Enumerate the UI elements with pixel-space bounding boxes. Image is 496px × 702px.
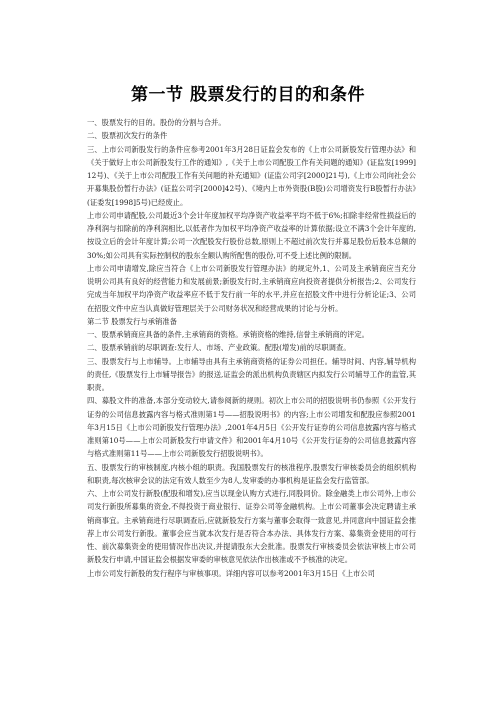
- paragraph: 上市公司申请增发,除应当符合《上市公司新股发行管理办法》的规定外,1、公司及主承销商应当充分说明公司具有良好的经营能力和发展前景;新股发行时,主承销商应向投资者提供分析报告;2、公司发行完成当年加权平均净资产收益率应不低于发行前一年的水平,并应在招股文件中进行分析论证;3、公司在招股文件中应当认真做好管理层关于公司财务状况和经营成果的讨论与分析。: [87, 263, 416, 313]
- paragraph: 一、股票发行的目的。股份的分割与合并。: [87, 118, 226, 127]
- paragraph: 四、募股文件的准备,本部分变动较大,请参阅新的规则。初次上市公司的招股说明书仍参照《公开发行证券的公司信息披露内容与格式准则第1号——招股说明书》的内容;上市公司增发和配股应参照2001年3月15日《上市公司新股发行管理办法》,2001年4月5日《公开发行证券的公司信息披露内容与格式准则第10号——上市公司新股发行申请文件》和2001年4月10号《公开发行证券的公司信息披露内容与格式准则第11号——上市公司新股发行招股说明书》。: [87, 396, 416, 459]
- paragraph: 上市公司发行新股的发行程序与审核事项。详细内容可以参考2001年3月15日《上市公司: [87, 568, 375, 578]
- paragraph: 五、股票发行的审核制度,内核小组的职责。我国股票发行的核准程序,股票发行审核委员会的组织机构和职责,每次核审会议的法定有效人数至少为8人,发审委的办事机构是证监会发行监管部。: [87, 462, 416, 485]
- page-title: 第一节 股票发行的目的和条件: [131, 85, 365, 105]
- paragraph: 上市公司申请配股,公司最近3个会计年度加权平均净资产收益率平均不低于6%;扣除非经常性损益后的净利润与扣除前的净利润相比,以低者作为加权平均净资产收益率的计算依据;设立不满3个会计年度的,按设立后的会计年度计算;公司一次配股发行股份总数,原则上不超过前次发行并募足股份后股本总额的30%;如公司具有实际控制权的股东全额认购所配售的股份,可不受上述比例的限制。: [87, 210, 416, 260]
- paragraph: 三、上市公司新股发行的条件应参考2001年3月28日证监会发布的《上市公司新股发行管理办法》和《关于做好上市公司新股发行工作的通知》,《关于上市公司配股工作有关问题的通知》(证监发[1999]12号)、《关于上市公司配股工作有关问题的补充通知》(证监公司字[2000]21号),《上市公司向社会公开募集股份暂行办法》(证监公司字[2000]42号)、《境内上市外资股(B股)公司增资发行B股暂行办法》(证委发[1998]5号)已经废止。: [87, 144, 416, 207]
- section-heading: 第二节 股票发行与承销准备: [87, 316, 177, 326]
- document-body: [87, 116, 416, 580]
- paragraph: 二、股票承销前的尽职调查:发行人、市场、产业政策。配股(增发)前的尽职调查。: [87, 343, 351, 353]
- paragraph: 二、股票初次发行的条件: [87, 131, 168, 141]
- paragraph: 三、股票发行与上市辅导。上市辅导由具有主承销商资格的证券公司担任。辅导时间、内容,辅导机构的责任,《股票发行上市辅导报告》的报送,证监会的派出机构负责辖区内拟发行公司辅导工作的监管,其职责。: [87, 356, 416, 392]
- paragraph: 一、股票承销商应具备的条件,主承销商的资格。承销资格的维持,信誉主承销商的评定。: [87, 330, 369, 339]
- paragraph: 六、上市公司发行新股(配股和增发),应当以现金认购方式进行,同股同价。除金融类上市公司外,上市公司发行新股所募集的资金,不得投资于商业银行、证券公司等金融机构。上市公司董事会决定聘请主承销商事宜。主承销商进行尽职调查后,应就新股发行方案与董事会取得一致意见,并同意向中国证监会推荐上市公司发行新股。董事会应当就本次发行是否符合本办法、具体发行方案、募集资金使用的可行性、前次募集资金的使用情况作出决议,并提请股东大会批准。股票发行审核委员会依法审核上市公司新股发行申请,中国证监会根据发审委的审核意见依法作出核准或不予核准的决定。: [87, 489, 416, 565]
